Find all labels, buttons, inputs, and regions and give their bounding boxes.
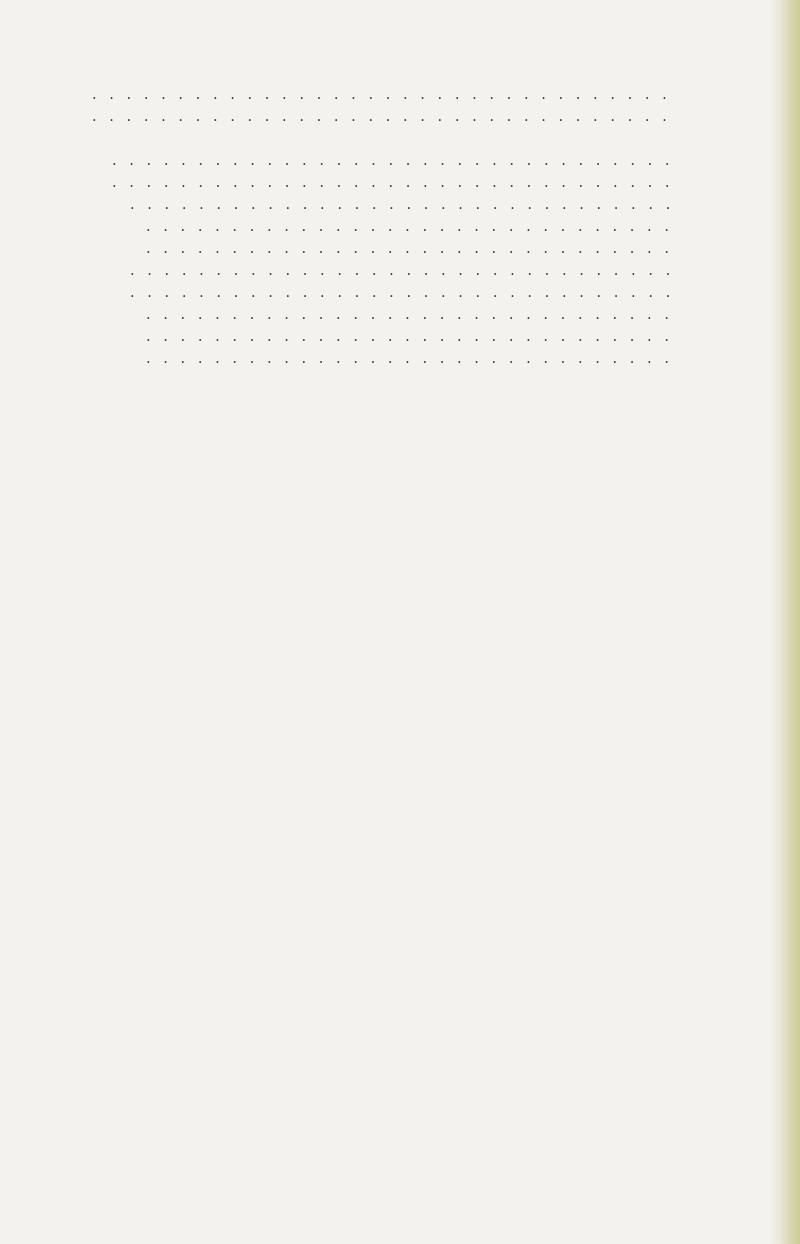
toc-entry (86, 106, 706, 128)
toc-entry (140, 304, 706, 326)
leader-dots (130, 194, 670, 216)
leader-dots (130, 260, 670, 282)
toc-entry (86, 84, 706, 106)
toc-entry (106, 150, 706, 172)
leader-dots (112, 150, 670, 172)
toc-entry (124, 282, 706, 304)
leader-dots (146, 304, 670, 326)
toc-entry (140, 238, 706, 260)
toc-entry (124, 260, 706, 282)
leader-dots (146, 216, 670, 238)
leader-dots (92, 84, 670, 106)
page-edge-shading (770, 0, 800, 1244)
leader-dots (146, 326, 670, 348)
leader-dots (146, 348, 670, 370)
leader-dots (112, 172, 670, 194)
toc-entry (140, 216, 706, 238)
toc-entry (106, 172, 706, 194)
toc-entry (124, 194, 706, 216)
leader-dots (130, 282, 670, 304)
leader-dots (146, 238, 670, 260)
toc-entry (140, 348, 706, 370)
leader-dots (92, 106, 670, 128)
toc-entry (140, 326, 706, 348)
